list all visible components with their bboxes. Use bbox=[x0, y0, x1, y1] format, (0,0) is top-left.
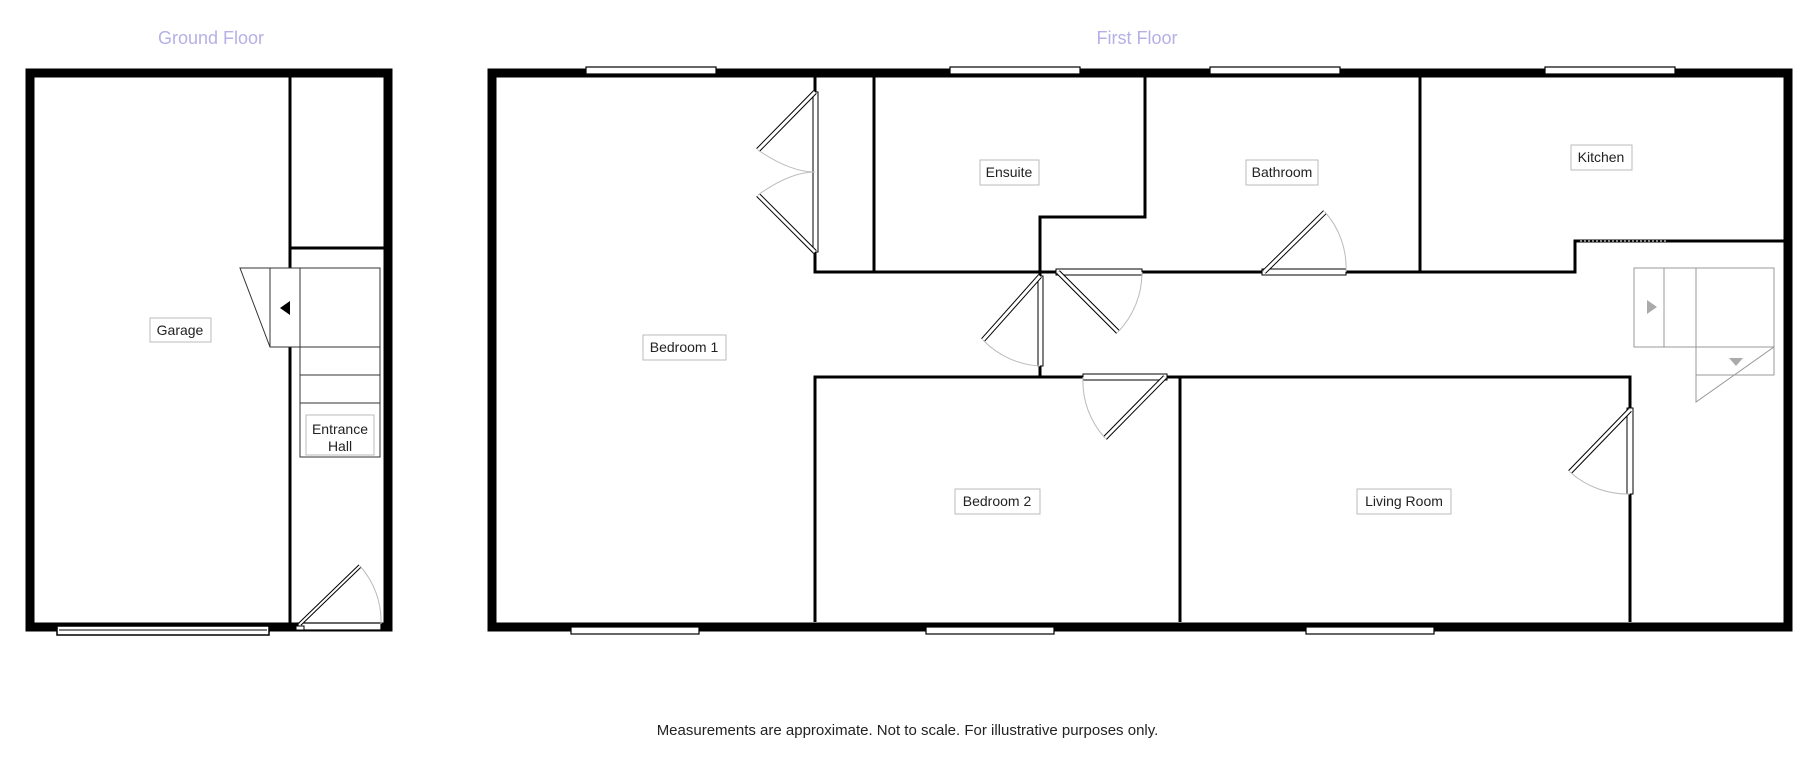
window bbox=[1545, 67, 1675, 74]
first-stairs bbox=[1634, 268, 1774, 402]
svg-text:Kitchen: Kitchen bbox=[1577, 149, 1625, 165]
internal-walls bbox=[815, 77, 1784, 622]
wardrobe-doors bbox=[758, 92, 818, 252]
window bbox=[1210, 67, 1340, 74]
ensuite-label bbox=[980, 160, 1039, 185]
ensuite-door bbox=[1056, 269, 1142, 332]
svg-text:Ensuite: Ensuite bbox=[985, 164, 1033, 180]
svg-text:Bedroom 2: Bedroom 2 bbox=[962, 493, 1032, 509]
bedroom2-label bbox=[955, 489, 1040, 514]
ground-floor-title: Ground Floor bbox=[157, 28, 265, 48]
first-floor-plan bbox=[492, 67, 1788, 634]
living-room-door bbox=[1570, 408, 1633, 494]
bathroom-door bbox=[1262, 212, 1346, 275]
svg-text:Living Room: Living Room bbox=[1365, 493, 1443, 509]
entrance-hall-label bbox=[306, 415, 374, 455]
ground-floor-plan bbox=[30, 73, 388, 635]
bedroom1-label bbox=[643, 335, 726, 360]
kitchen-label bbox=[1571, 145, 1632, 170]
svg-text:Garage: Garage bbox=[156, 322, 204, 338]
window bbox=[586, 67, 716, 74]
front-door bbox=[296, 566, 381, 630]
svg-text:Hall: Hall bbox=[327, 438, 353, 454]
svg-text:Bedroom 1: Bedroom 1 bbox=[649, 339, 719, 355]
first-floor-title: First Floor bbox=[1096, 28, 1178, 48]
svg-text:Bathroom: Bathroom bbox=[1251, 164, 1313, 180]
window bbox=[1306, 627, 1434, 634]
garage-label bbox=[150, 318, 211, 342]
window bbox=[926, 627, 1054, 634]
bedroom2-door bbox=[1083, 374, 1167, 438]
bathroom-label bbox=[1246, 160, 1318, 185]
svg-text:Entrance: Entrance bbox=[311, 421, 369, 437]
disclaimer-note: Measurements are approximate. Not to scale. For illustrative purposes only. bbox=[656, 722, 1159, 739]
window bbox=[571, 627, 699, 634]
bedroom1-door bbox=[983, 276, 1043, 366]
window bbox=[950, 67, 1080, 74]
living-room-label bbox=[1357, 489, 1451, 514]
